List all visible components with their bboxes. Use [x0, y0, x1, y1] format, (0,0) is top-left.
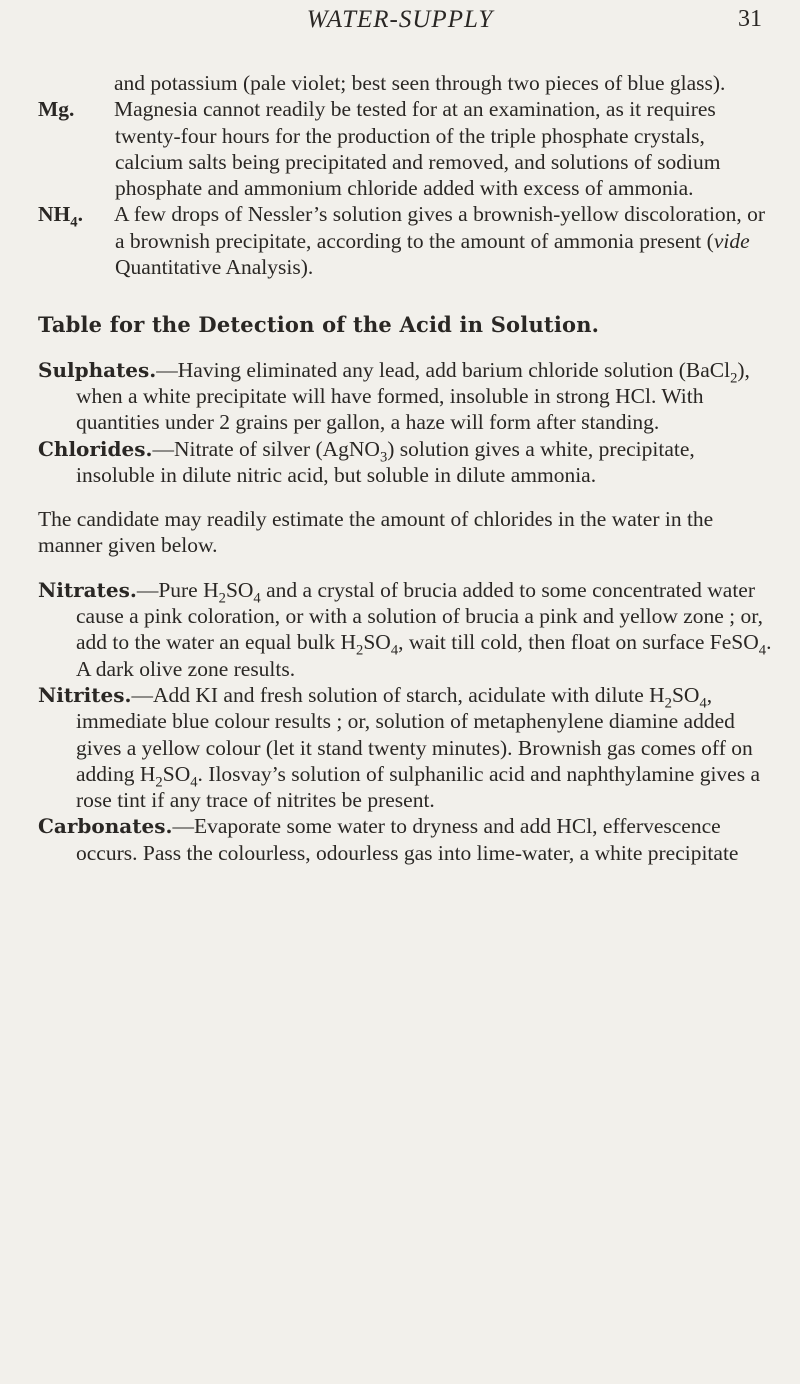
nitrites-text-4: SO	[162, 761, 191, 786]
chlorides-sub-1: 3	[379, 448, 388, 465]
continuation-paragraph	[38, 70, 778, 96]
nitrates-sub-2: 4	[253, 590, 261, 607]
sulphates-sub-1: 2	[730, 369, 738, 386]
nitrates-sub-1: 2	[218, 590, 226, 607]
nh4-text-after: Quantitative Analysis).	[115, 255, 314, 280]
page-number: 31	[738, 6, 762, 32]
nh4-vide: vide	[713, 228, 750, 253]
nitrites-text-2: SO	[671, 682, 700, 707]
nitrites-entry	[38, 682, 778, 813]
nitrates-text-5: , wait till cold, then float on surface FeSO	[398, 630, 759, 655]
mg-text: Magnesia cannot readily be tested for at an examination, as it requires twenty-four hours for the production of the triple phosphate crystals, calcium salts being precipitated and removed, and solutions of sodium phosphate and ammonium chloride added with excess of ammonia.	[114, 97, 721, 201]
chlorides-entry	[38, 436, 778, 489]
nitrates-sub-3: 2	[356, 642, 364, 659]
carbonates-text-1: —Evaporate some water to dryness and add HCl, effervescence occurs. Pass the colourless, odourless gas into lime-water, a white precipitate	[76, 814, 739, 865]
nitrates-text-2: SO	[225, 577, 254, 602]
nh4-label-main: NH	[38, 202, 71, 227]
nh4-entry	[38, 201, 778, 280]
chlorides-text-1: —Nitrate of silver (AgNO	[152, 436, 380, 461]
nitrites-sub-4: 4	[190, 774, 198, 791]
nitrates-text-6: . A dark olive zone results.	[76, 630, 772, 681]
carbonates-label: Carbonates.	[38, 814, 173, 839]
nitrites-sub-3: 2	[155, 774, 163, 791]
chlorides-label: Chlorides.	[38, 436, 153, 461]
chlorides-text-2: ) solution gives a white, precipitate, insoluble in dilute nitric acid, but soluble in dilute ammonia.	[76, 436, 695, 487]
nitrites-text-1: —Add KI and fresh solution of starch, acidulate with dilute H	[131, 682, 665, 707]
continuation-text: and potassium (pale violet; best seen through two pieces of blue glass).	[114, 71, 726, 95]
nitrites-text-5: . Ilosvay’s solution of sulphanilic acid and naphthylamine gives a rose tint if any trace of nitrites be present.	[76, 761, 761, 813]
nitrates-text-1: —Pure H	[136, 577, 219, 602]
mg-label: Mg.	[38, 97, 75, 122]
nh4-text-before: A few drops of Nessler’s solution gives a brownish-yellow discoloration, or a brownish precipitate, according to the amount of ammonia present (	[114, 202, 766, 253]
sulphates-text-2: ), when a white precipitate will have formed, insoluble in strong HCl. With quantities under 2 grains per gallon, a haze will form after standing.	[76, 357, 750, 435]
candidate-note: The candidate may readily estimate the amount of chlorides in the water in the manner given below.	[38, 507, 714, 558]
nitrates-sub-4: 4	[390, 642, 399, 659]
sulphates-entry	[38, 357, 778, 436]
body-text	[38, 70, 778, 866]
nitrates-sub-5: 4	[758, 642, 767, 659]
carbonates-entry	[38, 813, 778, 866]
sulphates-text-1: —Having eliminated any lead, add barium chloride solution (BaCl	[156, 357, 731, 382]
running-title: WATER-SUPPLY	[306, 6, 494, 33]
nitrates-text-4: SO	[363, 630, 391, 655]
nh4-label-sub: 4	[70, 214, 78, 231]
sulphates-label: Sulphates.	[38, 357, 157, 382]
nitrites-label: Nitrites.	[38, 682, 132, 707]
mg-entry	[38, 96, 778, 201]
nitrates-label: Nitrates.	[38, 577, 137, 602]
nitrates-entry	[38, 577, 778, 682]
nitrites-sub-2: 4	[699, 695, 707, 712]
running-head	[0, 4, 800, 40]
nitrites-sub-1: 2	[664, 695, 672, 712]
nh4-label	[38, 201, 114, 231]
nitrates-text-3: and a crystal of brucia added to some concentrated water cause a pink coloration, or with a solution of brucia a pink and yellow zone ; or, add to the water an equal bulk H	[76, 577, 763, 655]
nh4-label-dot: .	[77, 202, 83, 227]
nitrites-text-3: , immediate blue colour results ; or, solution of metaphenylene diamine added gives a yellow colour (let it stand twenty minutes). Brownish gas comes off on adding H	[76, 682, 753, 786]
section-title: Table for the Detection of the Acid in Solution.	[38, 312, 600, 338]
